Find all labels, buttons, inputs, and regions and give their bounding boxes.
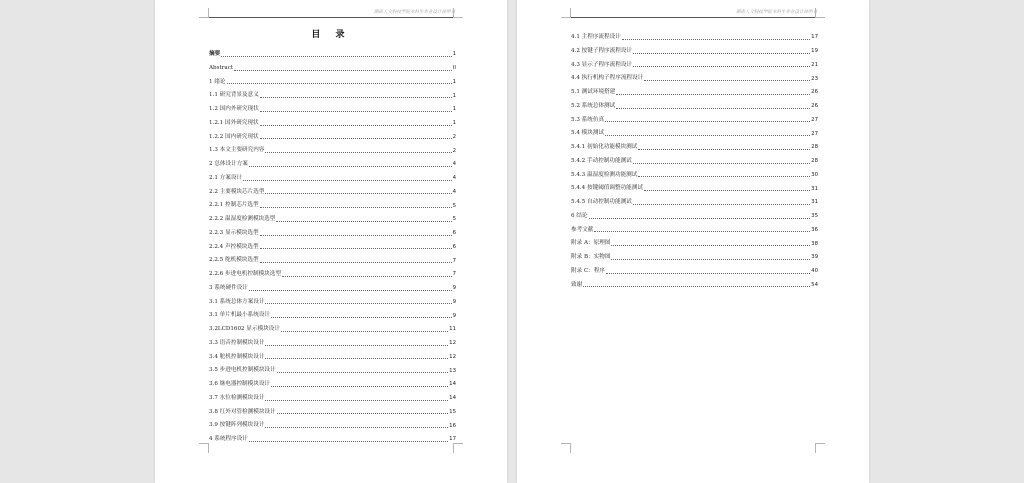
toc-entry-label: 2.2.4 声控模块选型 (209, 243, 259, 250)
toc-entry-label: 3 系统硬件设计 (209, 284, 248, 291)
toc-entry-page: 35 (811, 213, 818, 220)
toc-entry-label: 摘要 (209, 51, 221, 58)
toc-leader-dots (260, 125, 452, 126)
toc-entry-label: 5.4.1 初始化功能模块测试 (571, 144, 638, 151)
toc-entry[interactable] (209, 347, 456, 361)
toc-entry-page: 1 (452, 92, 456, 99)
toc-entry[interactable] (571, 151, 818, 165)
toc-entry-label: 1.3 本文主要研究内容 (209, 147, 265, 154)
crop-mark (199, 443, 209, 453)
toc-leader-dots (227, 83, 452, 84)
toc-leader-dots (277, 372, 449, 373)
crop-mark (561, 443, 571, 453)
toc-entry-page: 11 (449, 326, 456, 333)
toc-entry[interactable] (209, 85, 456, 99)
toc-entry[interactable] (571, 220, 818, 234)
toc-entry-label: 1.2 国内外研究现状 (209, 106, 259, 113)
toc-leader-dots (249, 290, 452, 291)
toc-leader-dots (271, 317, 452, 318)
toc-entry[interactable] (571, 275, 818, 289)
toc-entry-page: 31 (811, 185, 818, 192)
toc-entry-label: 2.2.6 步进电机控制模块选型 (209, 271, 281, 278)
toc-entry-page: 9 (452, 285, 456, 292)
toc-leader-dots (638, 176, 810, 177)
toc-entry[interactable] (209, 415, 456, 429)
toc-entry[interactable] (571, 247, 818, 261)
toc-entry-page: 17 (449, 436, 456, 443)
toc-leader-dots (265, 358, 448, 359)
toc-entry-label: 5.4.5 自动控制功能测试 (571, 199, 632, 206)
toc-entry-label: 4.3 显示子程序流程设计 (571, 61, 633, 68)
toc-entry[interactable] (571, 137, 818, 151)
toc-entry-label: 2.2.2 温湿度检测模块选型 (209, 216, 276, 223)
header-rule (569, 17, 817, 18)
toc-list-left (209, 44, 456, 443)
toc-leader-dots (221, 56, 451, 57)
toc-entry-label: 3.7 水位检测模块设计 (209, 394, 265, 401)
toc-leader-dots (260, 235, 452, 236)
document-page-right (517, 0, 869, 483)
toc-entry-label: 5.4.3 温湿度检测功能测试 (571, 171, 638, 178)
toc-leader-dots (260, 262, 452, 263)
toc-entry-page: 12 (449, 340, 456, 347)
toc-entry-label: 3.2LCD1602 显示模块设计 (209, 326, 280, 333)
crop-mark (453, 8, 463, 18)
toc-entry-page: 26 (811, 89, 818, 96)
crop-mark (453, 443, 463, 453)
crop-mark (199, 8, 209, 18)
toc-entry-label: 3.6 继电器控制模块设计 (209, 381, 271, 388)
toc-entry[interactable] (209, 292, 456, 306)
toc-entry-page: 15 (449, 408, 456, 415)
toc-entry[interactable] (571, 192, 818, 206)
document-page-left (155, 0, 507, 483)
toc-entry[interactable] (209, 182, 456, 196)
toc-entry-label: 4.1 主程序流程设计 (571, 34, 621, 41)
toc-entry-page: 28 (811, 144, 818, 151)
toc-entry-label: 5.4 模块测试 (571, 130, 605, 137)
toc-leader-dots (616, 108, 810, 109)
toc-entry-page: 39 (811, 254, 818, 261)
toc-entry-label: 2.2 主要模块芯片选型 (209, 188, 265, 195)
toc-entry-label: 3.9 按键阵列模块设计 (209, 422, 265, 429)
page-header-text: 湖南人文科技学院本科生毕业设计说明书 (374, 10, 455, 15)
crop-mark (561, 8, 571, 18)
toc-leader-dots (265, 345, 448, 346)
toc-leader-dots (633, 163, 810, 164)
toc-leader-dots (281, 331, 448, 332)
toc-entry-page: 54 (811, 281, 818, 288)
toc-entry-page: 14 (449, 395, 456, 402)
toc-entry[interactable] (209, 99, 456, 113)
toc-entry[interactable] (209, 237, 456, 251)
toc-entry[interactable] (209, 168, 456, 182)
toc-entry[interactable] (571, 82, 818, 96)
toc-leader-dots (265, 193, 451, 194)
toc-entry-page: 4 (452, 175, 456, 182)
toc-entry-page: 26 (811, 103, 818, 110)
toc-entry[interactable] (209, 333, 456, 347)
toc-entry-label: 1 绪论 (209, 78, 226, 85)
toc-leader-dots (234, 70, 452, 71)
toc-entry-label: Abstract (209, 64, 234, 71)
toc-leader-dots (260, 111, 452, 112)
toc-entry-page: 1 (452, 78, 456, 85)
toc-title: 目 录 (311, 30, 351, 40)
toc-leader-dots (282, 276, 452, 277)
toc-entry-page: 1 (452, 106, 456, 113)
page-header-text: 湖南人文科技学院本科生毕业设计说明书 (736, 10, 817, 15)
toc-entry[interactable] (209, 113, 456, 127)
toc-leader-dots (633, 53, 810, 54)
toc-leader-dots (260, 207, 452, 208)
toc-entry-label: 6 结论 (571, 212, 588, 219)
toc-entry-label: 1.2.2 国内研究现状 (209, 133, 259, 140)
toc-entry[interactable] (209, 264, 456, 278)
toc-entry-page: 6 (452, 243, 456, 250)
toc-entry[interactable] (209, 154, 456, 168)
toc-entry-label: 5.2 系统总体测试 (571, 102, 616, 109)
toc-leader-dots (633, 204, 810, 205)
toc-entry-page: 1 (452, 51, 456, 58)
toc-entry-label: 3.5 步进电机控制模块设计 (209, 367, 276, 374)
toc-leader-dots (605, 135, 810, 136)
toc-entry-label: 5.1 测试环境搭建 (571, 89, 616, 96)
toc-leader-dots (606, 273, 810, 274)
toc-leader-dots (271, 386, 448, 387)
toc-entry-page: 16 (449, 422, 456, 429)
toc-entry-page: 4 (452, 188, 456, 195)
toc-entry-label: 2.2.5 舵机模块选型 (209, 257, 259, 264)
toc-entry-label: 附录 A：原理图 (571, 240, 611, 247)
header-rule (207, 17, 455, 18)
toc-leader-dots (583, 286, 810, 287)
toc-list-right (571, 27, 818, 288)
toc-entry[interactable] (209, 72, 456, 86)
toc-leader-dots (243, 180, 452, 181)
toc-entry-label: 附录 B：实物图 (571, 254, 611, 261)
toc-entry[interactable] (571, 41, 818, 55)
toc-entry-page: 5 (452, 216, 456, 223)
toc-entry[interactable] (209, 140, 456, 154)
toc-entry[interactable] (571, 96, 818, 110)
crop-mark (815, 8, 825, 18)
toc-entry-label: 1.2.1 国外研究现状 (209, 119, 259, 126)
toc-entry-page: 30 (811, 171, 818, 178)
toc-entry[interactable] (571, 206, 818, 220)
toc-entry-label: 3.8 红外对管检测模块设计 (209, 408, 276, 415)
toc-entry-label: 5.4.2 手动控制功能测试 (571, 157, 632, 164)
toc-entry[interactable] (209, 360, 456, 374)
toc-entry[interactable] (209, 374, 456, 388)
toc-entry-label: 4.4 执行机构子程序流程设计 (571, 75, 644, 82)
toc-entry-page: II (452, 65, 456, 72)
toc-entry-page: 38 (811, 240, 818, 247)
toc-entry[interactable] (209, 319, 456, 333)
toc-entry-label: 4 系统程序设计 (209, 436, 248, 443)
toc-entry-page: 2 (452, 147, 456, 154)
toc-entry-label: 5.4.4 按键阈值调整功能测试 (571, 185, 643, 192)
toc-entry[interactable] (571, 233, 818, 247)
toc-leader-dots (260, 248, 452, 249)
toc-entry[interactable] (209, 305, 456, 319)
toc-entry-label: 3.1 单片机最小系统设计 (209, 312, 271, 319)
toc-entry-label: 附录 C：程序 (571, 267, 606, 274)
toc-entry[interactable] (209, 195, 456, 209)
toc-entry-page: 14 (449, 381, 456, 388)
toc-entry-page: 1 (452, 120, 456, 127)
toc-leader-dots (616, 94, 810, 95)
toc-leader-dots (276, 221, 451, 222)
toc-entry-page: 23 (811, 75, 818, 82)
toc-entry-page: 27 (811, 116, 818, 123)
toc-entry[interactable] (209, 58, 456, 72)
toc-leader-dots (611, 259, 810, 260)
toc-leader-dots (249, 441, 448, 442)
toc-entry[interactable] (571, 110, 818, 124)
toc-entry[interactable] (209, 250, 456, 264)
toc-entry-page: 40 (811, 268, 818, 275)
toc-entry-label: 4.2 按键子程序流程设计 (571, 47, 633, 54)
toc-entry[interactable] (571, 68, 818, 82)
toc-leader-dots (265, 400, 448, 401)
toc-entry-label: 1.1 研究背景及意义 (209, 92, 259, 99)
toc-entry[interactable] (571, 261, 818, 275)
toc-leader-dots (611, 245, 810, 246)
toc-entry[interactable] (571, 178, 818, 192)
toc-leader-dots (260, 138, 452, 139)
toc-entry[interactable] (209, 388, 456, 402)
toc-entry-label: 2.2.1 控制芯片选型 (209, 202, 259, 209)
toc-entry[interactable] (571, 165, 818, 179)
toc-entry-page: 19 (811, 48, 818, 55)
toc-leader-dots (644, 80, 810, 81)
toc-entry-page: 12 (449, 353, 456, 360)
toc-leader-dots (265, 152, 451, 153)
toc-leader-dots (638, 149, 810, 150)
toc-leader-dots (644, 190, 810, 191)
toc-entry-page: 21 (811, 61, 818, 68)
toc-entry-page: 9 (452, 312, 456, 319)
toc-entry-label: 3.4 舵机控制模块设计 (209, 353, 265, 360)
toc-entry[interactable] (571, 123, 818, 137)
toc-entry-page: 4 (452, 161, 456, 168)
toc-leader-dots (265, 303, 451, 304)
toc-entry[interactable] (209, 429, 456, 443)
crop-mark (815, 443, 825, 453)
toc-entry-page: 7 (452, 257, 456, 264)
toc-entry[interactable] (209, 209, 456, 223)
toc-leader-dots (605, 121, 810, 122)
toc-entry-page: 2 (452, 133, 456, 140)
toc-entry-label: 致谢 (571, 281, 583, 288)
toc-entry-page: 31 (811, 199, 818, 206)
toc-entry-label: 3.3 语音控制模块设计 (209, 339, 265, 346)
toc-entry-page: 17 (811, 34, 818, 41)
toc-entry[interactable] (209, 127, 456, 141)
toc-entry-page: 28 (811, 158, 818, 165)
toc-entry-page: 7 (452, 271, 456, 278)
toc-leader-dots (589, 218, 811, 219)
toc-leader-dots (622, 39, 810, 40)
toc-leader-dots (594, 231, 810, 232)
toc-entry-label: 3.1 系统总体方案设计 (209, 298, 265, 305)
toc-entry[interactable] (209, 402, 456, 416)
toc-entry-label: 2.2.3 显示模块选型 (209, 229, 259, 236)
toc-leader-dots (265, 427, 448, 428)
toc-leader-dots (277, 413, 449, 414)
toc-entry-page: 27 (811, 130, 818, 137)
toc-entry-label: 参考文献 (571, 226, 594, 233)
toc-entry-label: 2 总体设计方案 (209, 161, 248, 168)
toc-leader-dots (260, 97, 452, 98)
toc-entry[interactable] (571, 55, 818, 69)
toc-entry[interactable] (209, 278, 456, 292)
toc-entry[interactable] (571, 27, 818, 41)
toc-entry-page: 5 (452, 202, 456, 209)
toc-entry-label: 5.3 系统仿真 (571, 116, 605, 123)
toc-entry-page: 13 (449, 367, 456, 374)
toc-entry[interactable] (209, 44, 456, 58)
toc-entry-page: 36 (811, 226, 818, 233)
toc-entry-page: 6 (452, 230, 456, 237)
toc-entry-page: 9 (452, 298, 456, 305)
toc-entry[interactable] (209, 223, 456, 237)
toc-leader-dots (249, 166, 452, 167)
toc-entry-label: 2.1 方案设计 (209, 174, 243, 181)
toc-leader-dots (633, 66, 810, 67)
